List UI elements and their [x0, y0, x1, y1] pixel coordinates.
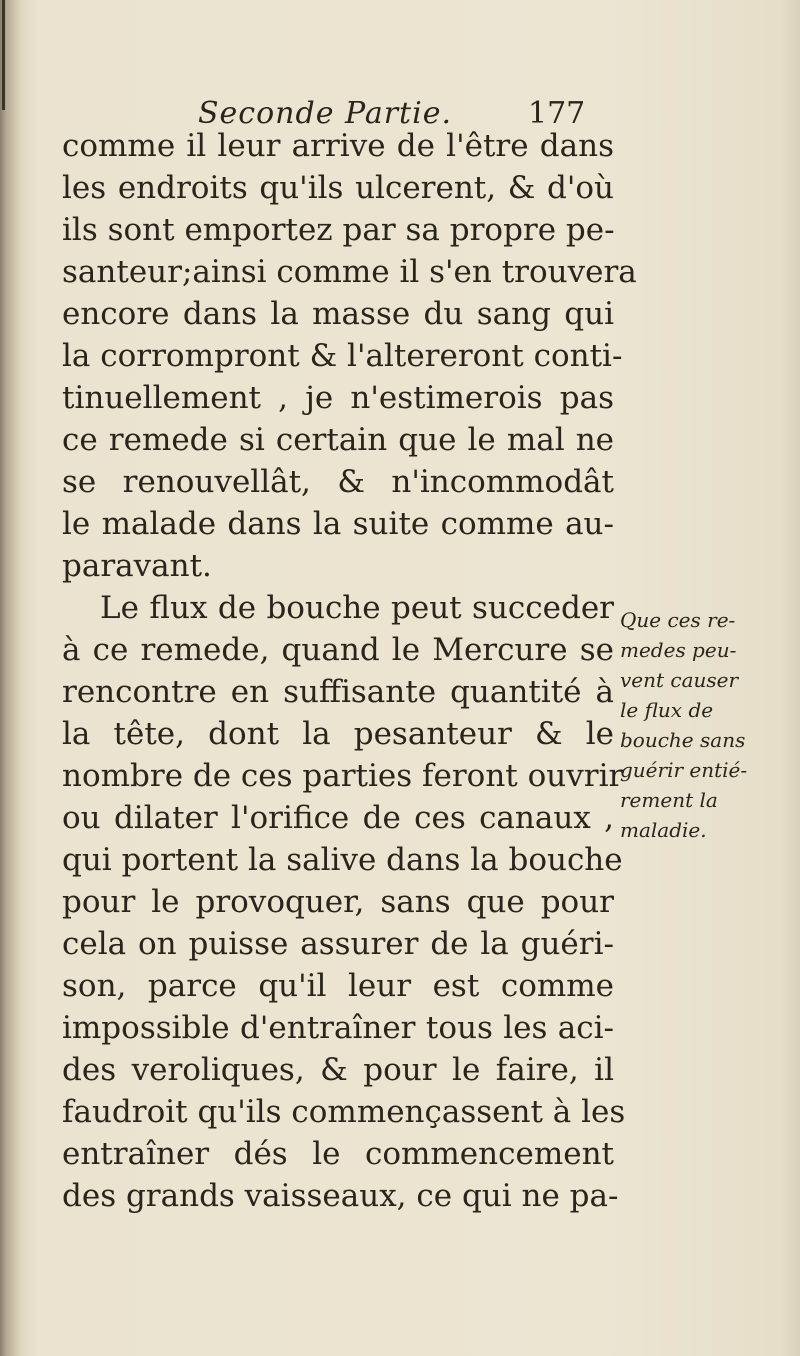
- text-line: des veroliques, & pour le faire, il: [62, 1052, 614, 1088]
- margin-note-line: bouche sans: [620, 728, 746, 752]
- text-line: impossible d'entraîner tous les aci-: [62, 1010, 614, 1046]
- text-line: la corrompront & l'altereront conti-: [62, 338, 623, 374]
- text-line: à ce remede, quand le Mercure se: [62, 632, 614, 668]
- margin-note-line: maladie.: [620, 818, 707, 842]
- text-line: ils sont emportez par sa propre pe-: [62, 212, 615, 248]
- page-number: 177: [528, 96, 586, 131]
- text-line: cela on puisse assurer de la guéri-: [62, 926, 614, 962]
- running-head: Seconde Partie.: [198, 96, 452, 131]
- page-edge-mark: [2, 0, 5, 110]
- text-line: comme il leur arrive de l'être dans: [62, 128, 614, 164]
- text-line: des grands vaisseaux, ce qui ne pa-: [62, 1178, 619, 1214]
- margin-note-line: le flux de: [620, 698, 714, 722]
- margin-note-line: Que ces re-: [620, 608, 736, 632]
- text-line: son, parce qu'il leur est comme: [62, 968, 614, 1004]
- text-line: la tête, dont la pesanteur & le: [62, 716, 614, 752]
- text-line: paravant.: [62, 548, 212, 584]
- text-line: faudroit qu'ils commençassent à les: [62, 1094, 626, 1130]
- text-line: rencontre en suffisante quantité à: [62, 674, 614, 710]
- text-line: les endroits qu'ils ulcerent, & d'où: [62, 170, 614, 206]
- margin-note-line: vent causer: [620, 668, 739, 692]
- text-line: santeur;ainsi comme il s'en trouvera: [62, 254, 637, 290]
- text-line: se renouvellât, & n'incommodât: [62, 464, 614, 500]
- text-line: pour le provoquer, sans que pour: [62, 884, 614, 920]
- text-line: ou dilater l'orifice de ces canaux ,: [62, 800, 614, 836]
- text-line: entraîner dés le commencement: [62, 1136, 614, 1172]
- text-line: qui portent la salive dans la bouche: [62, 842, 623, 878]
- text-line: ce remede si certain que le mal ne: [62, 422, 614, 458]
- text-line: encore dans la masse du sang qui: [62, 296, 614, 332]
- text-line: tinuellement , je n'estimerois pas: [62, 380, 614, 416]
- text-line: le malade dans la suite comme au-: [62, 506, 614, 542]
- margin-note-line: guérir entié-: [620, 758, 748, 782]
- page-binding-shadow: [0, 0, 22, 1356]
- text-line: nombre de ces parties feront ouvrir: [62, 758, 624, 794]
- paragraph-first-line: Le flux de bouche peut succeder: [100, 590, 614, 626]
- margin-note-line: medes peu-: [620, 638, 737, 662]
- margin-note-line: rement la: [620, 788, 718, 812]
